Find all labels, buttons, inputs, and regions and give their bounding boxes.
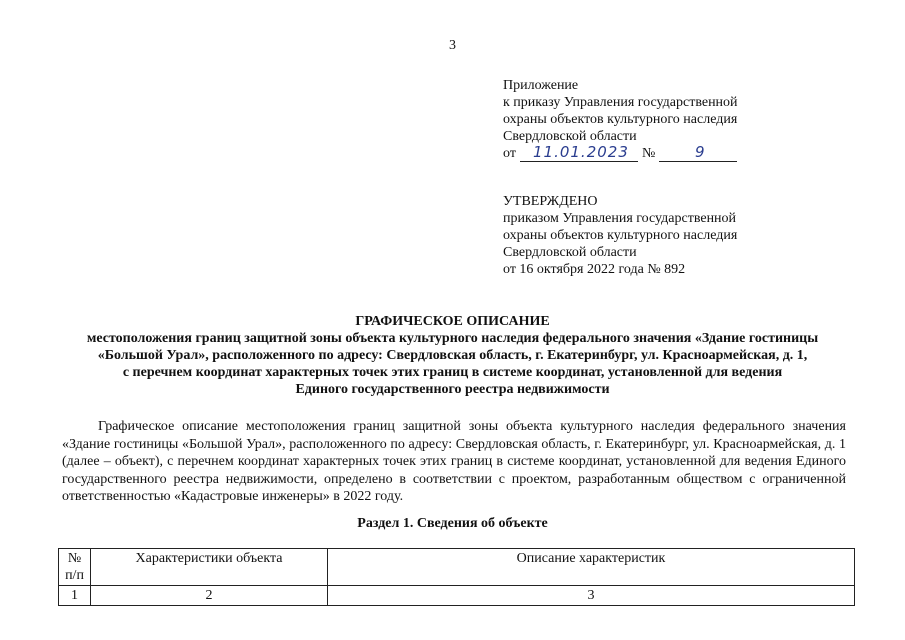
number-field (659, 145, 737, 162)
header-cell-description: Описание характеристик (328, 549, 855, 586)
approved-line: от 16 октября 2022 года № 892 (503, 262, 686, 277)
appendix-line: Приложение (503, 78, 579, 93)
title-line: ГРАФИЧЕСКОЕ ОПИСАНИЕ (355, 314, 550, 329)
from-label: от (503, 146, 516, 161)
appendix-line: Свердловской области (503, 129, 637, 144)
title-line: Единого государственного реестра недвижимости (295, 382, 610, 397)
body-paragraph (62, 418, 846, 506)
handwritten-date: 11.01.2023 (532, 143, 629, 161)
table-cell: 3 (328, 586, 855, 606)
appendix-line: к приказу Управления государственной (503, 95, 738, 110)
object-info-table (58, 548, 855, 606)
approved-line: Свердловской области (503, 245, 637, 260)
appendix-block (503, 77, 803, 162)
approved-line: приказом Управления государственной (503, 211, 737, 226)
handwritten-number: 9 (695, 143, 706, 161)
paragraph-text: Графическое описание местоположения границ защитной зоны объекта культурного наследия федерального значения «Здание гостиницы «Большой Урал», расположенного по адресу: Свердловская область, г. Екатеринбург, ул. Красноармейская, д. 1 (далее – объект), с перечнем координат характерных точек этих границ в системе координат, установленной для ведения Единого государственного реестра недвижимости, определено в соответствии с проектом, разработанным обществом с ограниченной ответственностью «Кадастровые инженеры» в 2022 году. (62, 419, 846, 505)
table-header-row (59, 549, 855, 586)
title-line: местоположения границ защитной зоны объекта культурного наследия федерального значения «Здание гостиницы (86, 331, 819, 346)
header-cell-characteristics: Характеристики объекта (91, 549, 328, 586)
document-title (40, 313, 865, 398)
approved-line: охраны объектов культурного наследия (503, 228, 738, 243)
approved-block (503, 193, 803, 278)
title-line: с перечнем координат характерных точек этих границ в системе координат, установленной для ведения (122, 365, 783, 380)
date-field (520, 145, 638, 162)
table-cell: 1 (59, 586, 91, 606)
page-number: 3 (449, 38, 456, 53)
approved-heading: УТВЕРЖДЕНО (503, 194, 598, 209)
number-label: № (641, 146, 656, 161)
appendix-line: охраны объектов культурного наследия (503, 112, 738, 127)
section-heading: Раздел 1. Сведения об объекте (357, 516, 548, 531)
title-line: «Большой Урал», расположенного по адресу: Свердловская область, г. Екатеринбург, ул. Красноармейская, д. 1, (97, 348, 808, 363)
header-cell-number: № п/п (59, 549, 91, 586)
table-cell: 2 (91, 586, 328, 606)
order-date-number-line (503, 145, 803, 162)
table-row (59, 586, 855, 606)
